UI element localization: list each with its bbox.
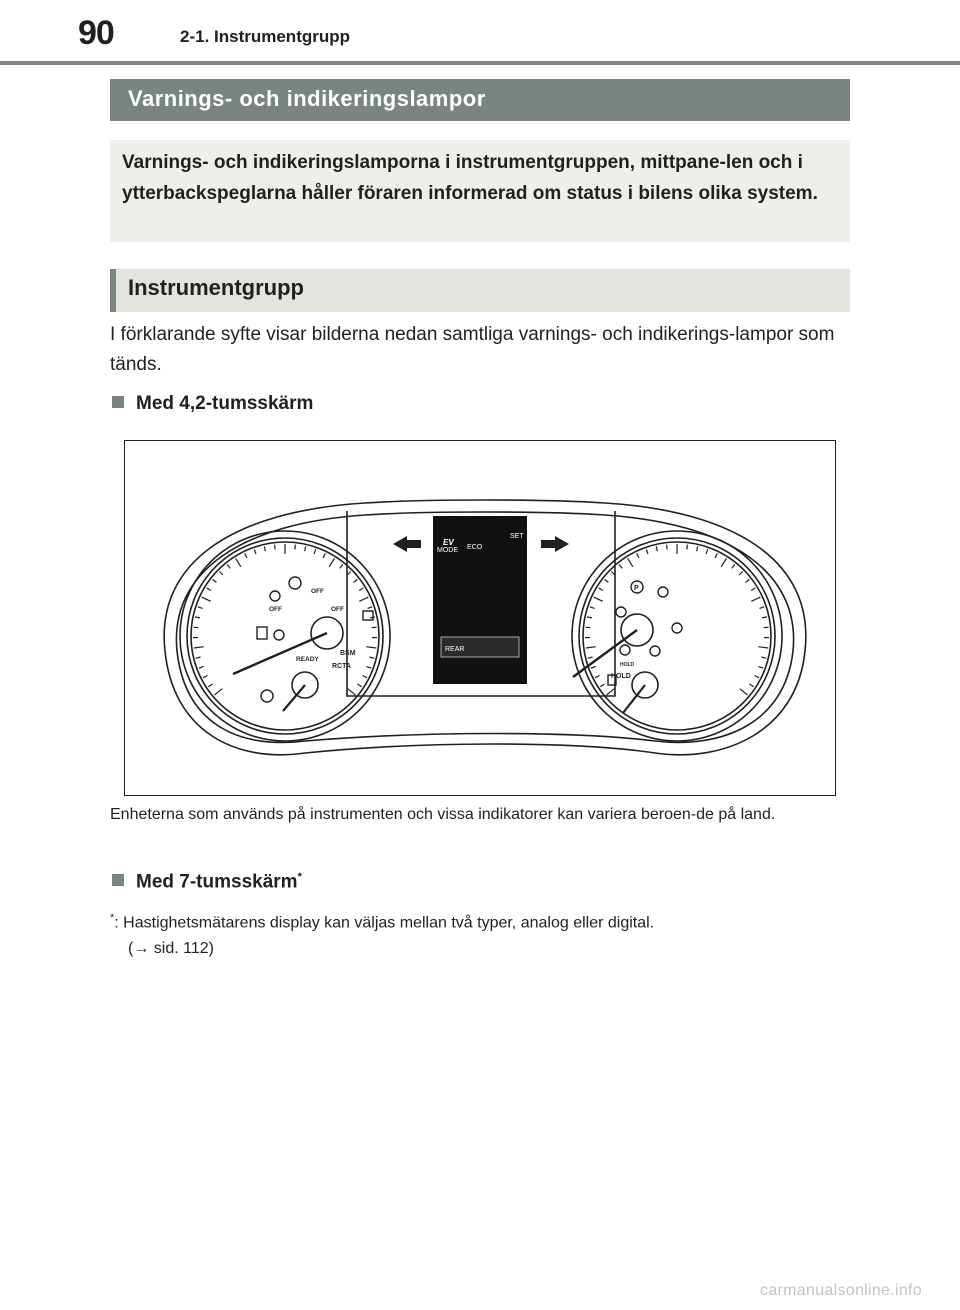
left-gauge-tick <box>202 597 211 601</box>
left-gauge-tick <box>254 549 256 554</box>
left-gauge-tick <box>354 579 358 582</box>
left-gauge-tick <box>368 607 373 609</box>
set-label: SET <box>510 533 524 540</box>
right-gauge-tick <box>628 558 633 566</box>
left-gauge-tick <box>372 627 377 628</box>
brake-warning-icon <box>616 607 626 617</box>
left-gauge-tick <box>215 689 223 695</box>
left-gauge-tick <box>208 684 212 687</box>
right-gauge-tick <box>605 579 609 582</box>
right-gauge-tick <box>740 689 748 695</box>
left-gauge-tick <box>227 565 230 569</box>
rcta-label: RCTA <box>332 663 351 670</box>
right-gauge-tick <box>706 549 708 554</box>
header-rule <box>0 61 960 65</box>
right-gauge-tick <box>646 549 648 554</box>
right-gauge-tick <box>590 607 595 609</box>
right-gauge-tick <box>758 647 768 648</box>
ev-label: EV <box>443 538 454 547</box>
off-label-3: OFF <box>331 606 344 613</box>
right-gauge-tick <box>755 676 760 678</box>
left-gauge-tick <box>348 689 356 695</box>
variant-heading-text: Med 7-tumsskärm <box>136 871 298 893</box>
left-gauge-tick <box>359 597 368 601</box>
left-gauge-tick <box>363 676 368 678</box>
page-reference-link[interactable]: (→ sid. 112) <box>128 940 214 958</box>
left-gauge-tick <box>236 558 241 566</box>
left-gauge-tick <box>275 545 276 550</box>
left-gauge-tick <box>264 546 265 551</box>
footnote-marker: * <box>297 871 302 883</box>
left-gauge-needle <box>233 633 327 674</box>
page-number: 90 <box>78 14 114 52</box>
right-gauge-tick <box>751 588 755 591</box>
hold-label-1: HOLD <box>620 662 635 668</box>
variant-heading-42 <box>112 393 313 415</box>
footnote <box>110 905 840 962</box>
left-gauge-tick <box>305 546 306 551</box>
left-gauge-tick <box>367 667 372 669</box>
left-gauge-tick <box>340 565 343 569</box>
left-turn-arrow-icon <box>393 536 421 552</box>
airbag-icon <box>672 623 682 633</box>
right-gauge-tick <box>764 627 769 628</box>
right-gauge-tick <box>739 572 743 576</box>
mode-label: MODE <box>437 547 458 554</box>
right-gauge-tick <box>697 546 698 551</box>
left-gauge-tick <box>323 553 325 558</box>
right-gauge-tick <box>746 579 750 582</box>
left-gauge-tick <box>366 647 376 648</box>
brake-hold-icon <box>620 645 630 655</box>
rear-label: REAR <box>445 646 465 653</box>
right-gauge-tick <box>619 565 622 569</box>
ready-label: READY <box>296 656 319 663</box>
left-gauge-tick <box>195 617 200 618</box>
right-gauge-tick <box>750 684 754 687</box>
abs-icon <box>650 646 660 656</box>
right-gauge-tick <box>586 647 596 648</box>
left-gauge-tick <box>219 572 223 576</box>
right-gauge-tick <box>759 667 764 669</box>
steering-warning-icon <box>658 587 668 597</box>
watermark: carmanualsonline.info <box>760 1282 922 1299</box>
right-gauge-tick <box>762 617 767 618</box>
door-open-icon <box>363 611 373 620</box>
right-gauge-tick <box>587 617 592 618</box>
left-gauge-tick <box>199 667 204 669</box>
left-gauge-tick <box>359 588 363 591</box>
check-engine-icon <box>289 577 301 589</box>
right-gauge-tick <box>594 597 603 601</box>
right-gauge-tick <box>607 689 615 695</box>
left-gauge-tick <box>314 549 316 554</box>
right-gauge-tick <box>732 565 735 569</box>
left-gauge-tick <box>198 607 203 609</box>
right-gauge-tick <box>760 607 765 609</box>
instrument-cluster-illustration <box>125 441 835 795</box>
running-head: 2-1. Instrumentgrupp <box>180 27 351 46</box>
figure-caption: Enheterna som används på instrumenten och vissa indikatorer kan variera beroen-de på land. <box>110 806 776 823</box>
left-gauge-tick <box>193 627 198 628</box>
tire-pressure-icon <box>274 630 284 640</box>
section-title: Varnings- och indikeringslampor <box>110 79 850 121</box>
right-gauge-tick <box>751 597 760 601</box>
right-gauge-tick <box>591 667 596 669</box>
left-gauge-tick <box>369 657 374 658</box>
instrument-cluster-figure <box>124 440 836 796</box>
right-turn-arrow-icon <box>541 536 569 552</box>
right-gauge-tick <box>595 676 600 678</box>
off-label-2: OFF <box>311 588 324 595</box>
bsm-label: BSM <box>340 650 356 657</box>
right-gauge-tick <box>667 545 668 550</box>
left-gauge-tick <box>207 588 211 591</box>
left-gauge-tick <box>245 553 247 558</box>
right-gauge-tick <box>588 657 593 658</box>
right-gauge-tick <box>637 553 639 558</box>
right-gauge-tick <box>585 627 590 628</box>
variant-heading-7 <box>112 871 302 893</box>
left-gauge-tick <box>213 579 217 582</box>
left-gauge-tick <box>358 684 362 687</box>
low-fuel-indicator-icon <box>261 690 273 702</box>
footnote-text: : Hastighetsmätarens display kan väljas mellan två typer, analog eller digital. <box>114 914 655 932</box>
left-gauge-tick <box>295 545 296 550</box>
off-label-1: OFF <box>269 606 282 613</box>
intro-box: Varnings- och indikeringslamporna i instrumentgruppen, mittpane-len och i ytterbackspeglarna håller föraren informerad om status i bilens olika system. <box>110 140 850 242</box>
left-gauge-tick <box>329 558 334 566</box>
right-gauge-tick <box>599 588 603 591</box>
eco-label: ECO <box>467 544 483 551</box>
traction-off-icon <box>270 591 280 601</box>
fuel-filter-icon <box>257 627 267 639</box>
left-gauge-tick <box>196 657 201 658</box>
right-gauge-tick <box>656 546 657 551</box>
bullet-square <box>112 874 124 886</box>
right-gauge-tick <box>761 657 766 658</box>
subsection-title: Instrumentgrupp <box>110 269 850 312</box>
right-gauge-tick <box>687 545 688 550</box>
bullet-square <box>112 396 124 408</box>
left-gauge-tick <box>203 676 208 678</box>
right-gauge-tick <box>600 684 604 687</box>
p-brake-label: P <box>634 585 639 592</box>
right-gauge-tick <box>721 558 726 566</box>
left-gauge-tick <box>194 647 204 648</box>
hold-label-2: HOLD <box>611 673 631 680</box>
right-gauge-tick <box>715 553 717 558</box>
body-paragraph: I förklarande syfte visar bilderna nedan samtliga varnings- och indikerings-lampor som tänds. <box>110 324 835 375</box>
variant-heading-text: Med 4,2-tumsskärm <box>136 393 314 414</box>
footnote-star: * <box>110 912 115 924</box>
right-gauge-outer-ring <box>572 531 782 741</box>
